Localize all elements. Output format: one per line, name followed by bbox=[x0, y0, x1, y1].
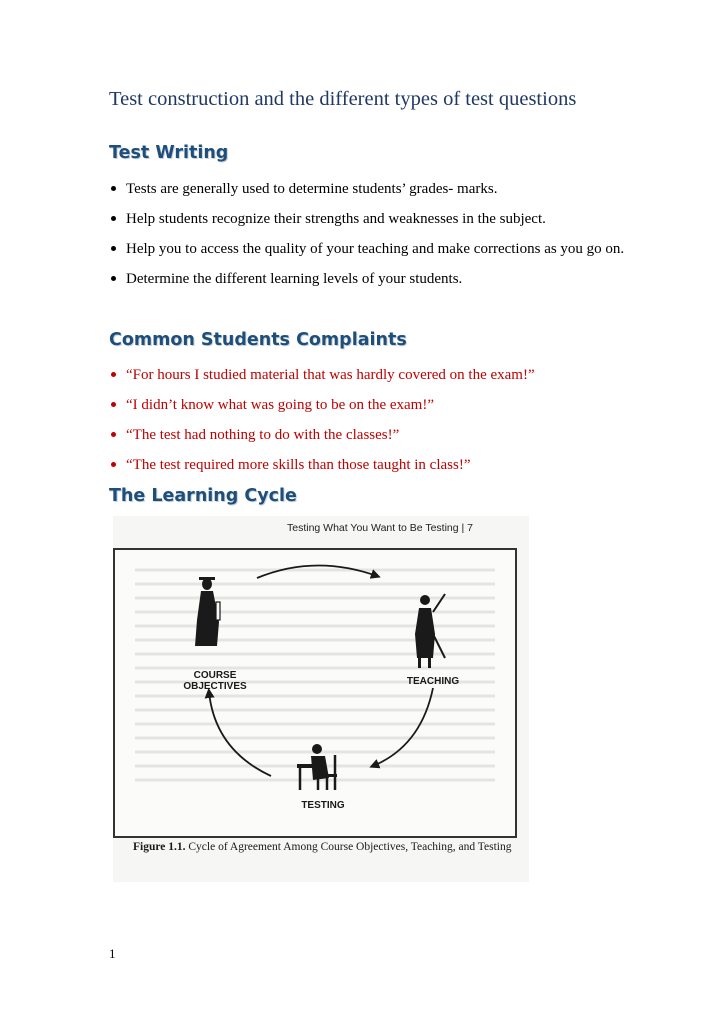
cycle-diagram bbox=[115, 550, 515, 836]
heading-common-complaints: Common Students Complaints bbox=[109, 330, 407, 350]
label-line: OBJECTIVES bbox=[183, 681, 247, 692]
list-item bbox=[109, 264, 629, 294]
list-item-text: Determine the different learning levels of your students. bbox=[126, 271, 463, 287]
page-number: 1 bbox=[109, 946, 116, 961]
list-item bbox=[109, 390, 629, 420]
arrow-teaching-to-testing bbox=[373, 688, 433, 766]
learning-cycle-figure bbox=[113, 516, 529, 882]
document-title: Test construction and the different types of test questions bbox=[109, 88, 577, 110]
bullet-icon bbox=[111, 186, 116, 191]
arrow-testing-to-objectives bbox=[209, 692, 271, 776]
list-item bbox=[109, 420, 629, 450]
list-item-text: “The test had nothing to do with the classes!” bbox=[126, 427, 400, 443]
bullet-icon bbox=[111, 216, 116, 221]
list-item bbox=[109, 204, 629, 234]
list-item bbox=[109, 174, 629, 204]
teacher-figure bbox=[415, 594, 445, 668]
caption-text: Cycle of Agreement Among Course Objectives, Teaching, and Testing bbox=[188, 841, 512, 853]
bullet-icon bbox=[111, 432, 116, 437]
list-item bbox=[109, 360, 629, 390]
list-item-text: Tests are generally used to determine students’ grades- marks. bbox=[126, 181, 498, 197]
figure-frame bbox=[113, 548, 517, 838]
label-course-objectives bbox=[175, 670, 255, 692]
list-item-text: Help students recognize their strengths and weaknesses in the subject. bbox=[126, 211, 546, 227]
complaints-list bbox=[109, 360, 629, 480]
test-writing-list bbox=[109, 174, 629, 294]
list-item-text: “For hours I studied material that was hardly covered on the exam!” bbox=[126, 367, 535, 383]
caption-figure-number: Figure 1.1. bbox=[133, 841, 186, 853]
bullet-icon bbox=[111, 402, 116, 407]
heading-learning-cycle: The Learning Cycle bbox=[109, 486, 297, 506]
bullet-icon bbox=[111, 462, 116, 467]
heading-test-writing: Test Writing bbox=[109, 143, 229, 163]
figure-page-header: Testing What You Want to Be Testing | 7 bbox=[287, 522, 474, 534]
graduate-figure bbox=[195, 577, 220, 646]
bullet-icon bbox=[111, 276, 116, 281]
bullet-icon bbox=[111, 246, 116, 251]
list-item bbox=[109, 234, 629, 264]
list-item-text: “The test required more skills than those taught in class!” bbox=[126, 457, 471, 473]
arrow-objectives-to-teaching bbox=[257, 565, 377, 578]
bullet-icon bbox=[111, 372, 116, 377]
label-teaching: TEACHING bbox=[406, 676, 460, 687]
figure-caption bbox=[133, 839, 513, 855]
label-line: COURSE bbox=[193, 670, 237, 681]
list-item bbox=[109, 450, 629, 480]
list-item-text: Help you to access the quality of your teaching and make corrections as you go on. bbox=[126, 241, 625, 257]
label-testing: TESTING bbox=[301, 800, 345, 811]
list-item-text: “I didn’t know what was going to be on the exam!” bbox=[126, 397, 434, 413]
